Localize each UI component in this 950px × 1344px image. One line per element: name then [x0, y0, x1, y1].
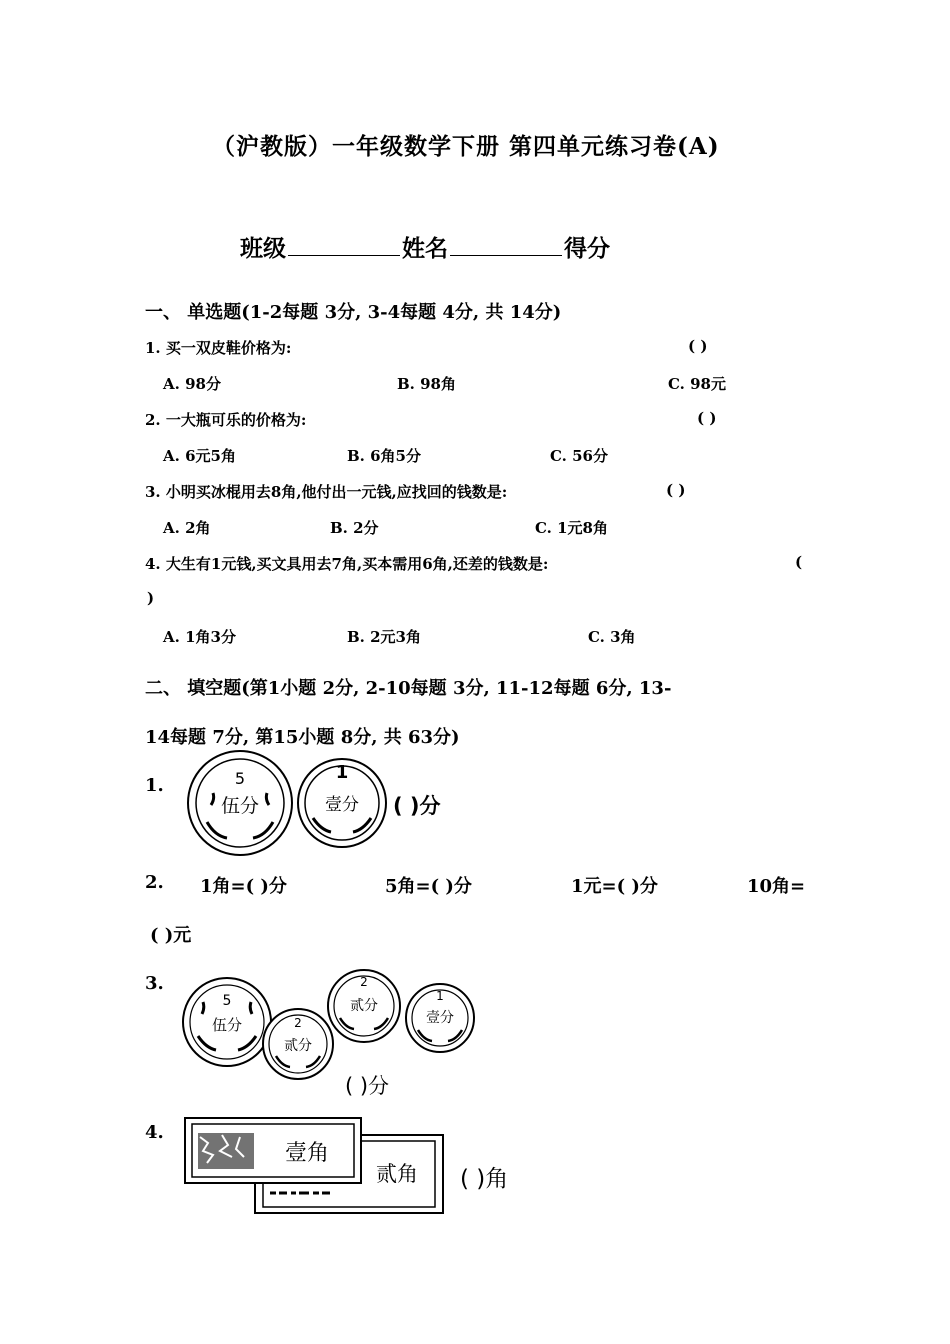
coin-1-fen-icon — [298, 759, 386, 847]
svg-text:5: 5 — [234, 769, 246, 788]
svg-text:壹分: 壹分 — [325, 795, 359, 815]
question-3-option-b[interactable]: B. 2分 — [330, 519, 379, 537]
info-line — [240, 230, 610, 263]
class-blank[interactable] — [288, 235, 400, 256]
svg-text:贰分: 贰分 — [284, 1038, 312, 1054]
question-4-option-b[interactable]: B. 2元3角 — [347, 628, 421, 646]
name-label: 姓名 — [402, 235, 448, 262]
question-4-stem: 4. 大生有1元钱,买文具用去7角,买本需用6角,还差的钱数是: — [145, 555, 549, 573]
question-3-stem: 3. 小明买冰棍用去8角,他付出一元钱,应找回的钱数是: — [145, 483, 508, 501]
name-blank[interactable] — [450, 235, 562, 256]
question-2-option-c[interactable]: C. 56分 — [550, 447, 608, 465]
section1-heading: 一、 单选题(1-2每题 3分, 3-4每题 4分, 共 14分) — [145, 302, 562, 323]
question-2-bracket[interactable]: ( ) — [697, 409, 717, 427]
svg-text:伍分: 伍分 — [211, 1016, 243, 1034]
question-1-option-c[interactable]: C. 98元 — [668, 375, 726, 393]
score-label: 得分 — [564, 235, 610, 262]
question-4-bracket-open[interactable]: ( — [795, 553, 803, 571]
svg-text:伍分: 伍分 — [220, 795, 260, 817]
question-3-option-a[interactable]: A. 2角 — [163, 519, 211, 537]
fill-q2-line2[interactable]: ( )元 — [150, 925, 192, 946]
question-3-bracket[interactable]: ( ) — [666, 481, 686, 499]
coin-5-fen-icon — [183, 978, 271, 1066]
question-1-stem: 1. 买一双皮鞋价格为: — [145, 339, 292, 357]
fill-q4-number: 4. — [145, 1122, 164, 1143]
fill-q2-part-2[interactable]: 5角=( )分 — [385, 876, 472, 897]
svg-text:贰分: 贰分 — [350, 998, 378, 1014]
question-1-option-a[interactable]: A. 98分 — [163, 375, 221, 393]
fill-q3-number: 3. — [145, 973, 164, 994]
note-1-jiao-icon — [185, 1118, 361, 1183]
question-4-option-c[interactable]: C. 3角 — [588, 628, 636, 646]
question-2-stem: 2. 一大瓶可乐的价格为: — [145, 411, 307, 429]
section2-heading-line2: 14每题 7分, 第15小题 8分, 共 63分) — [145, 727, 460, 748]
svg-text:壹分: 壹分 — [426, 1010, 454, 1026]
question-4-bracket-close[interactable]: ) — [147, 589, 155, 607]
fill-q1-coins-image — [185, 750, 395, 860]
fill-q2-part-3[interactable]: 1元=( )分 — [571, 876, 658, 897]
fill-q3-coins-image — [182, 962, 482, 1102]
page-title: （沪教版）一年级数学下册 第四单元练习卷(A) — [212, 133, 720, 160]
coin-5-fen-icon — [188, 751, 292, 855]
question-1-option-b[interactable]: B. 98角 — [397, 375, 456, 393]
question-2-option-a[interactable]: A. 6元5角 — [163, 447, 236, 465]
question-1-bracket[interactable]: ( ) — [688, 337, 708, 355]
svg-text:1: 1 — [335, 762, 349, 783]
svg-text:壹角: 壹角 — [284, 1141, 330, 1166]
question-4-option-a[interactable]: A. 1角3分 — [163, 628, 236, 646]
fill-q2-number: 2. — [145, 872, 164, 893]
fill-q1-number: 1. — [145, 775, 164, 796]
fill-q4-notes-image — [182, 1115, 450, 1217]
svg-text:5: 5 — [222, 993, 232, 1009]
svg-text:贰角: 贰角 — [376, 1162, 418, 1186]
fill-q3-answer[interactable]: ( )分 — [345, 1074, 390, 1098]
coin-2-fen-icon — [328, 970, 400, 1042]
fill-q2-part-4[interactable]: 10角= — [747, 876, 806, 897]
question-3-option-c[interactable]: C. 1元8角 — [535, 519, 608, 537]
section2-heading-line1: 二、 填空题(第1小题 2分, 2-10每题 3分, 11-12每题 6分, 13- — [145, 678, 672, 699]
coin-1-fen-icon — [406, 984, 474, 1052]
fill-q1-answer[interactable]: ( )分 — [393, 794, 441, 818]
question-2-option-b[interactable]: B. 6角5分 — [347, 447, 421, 465]
fill-q4-answer[interactable]: ( )角 — [460, 1166, 509, 1192]
svg-text:2: 2 — [294, 1016, 302, 1030]
coin-2-fen-icon — [263, 1009, 333, 1079]
svg-text:2: 2 — [360, 975, 368, 989]
svg-text:1: 1 — [436, 989, 444, 1003]
fill-q2-part-1[interactable]: 1角=( )分 — [200, 876, 287, 897]
class-label: 班级 — [240, 235, 286, 262]
